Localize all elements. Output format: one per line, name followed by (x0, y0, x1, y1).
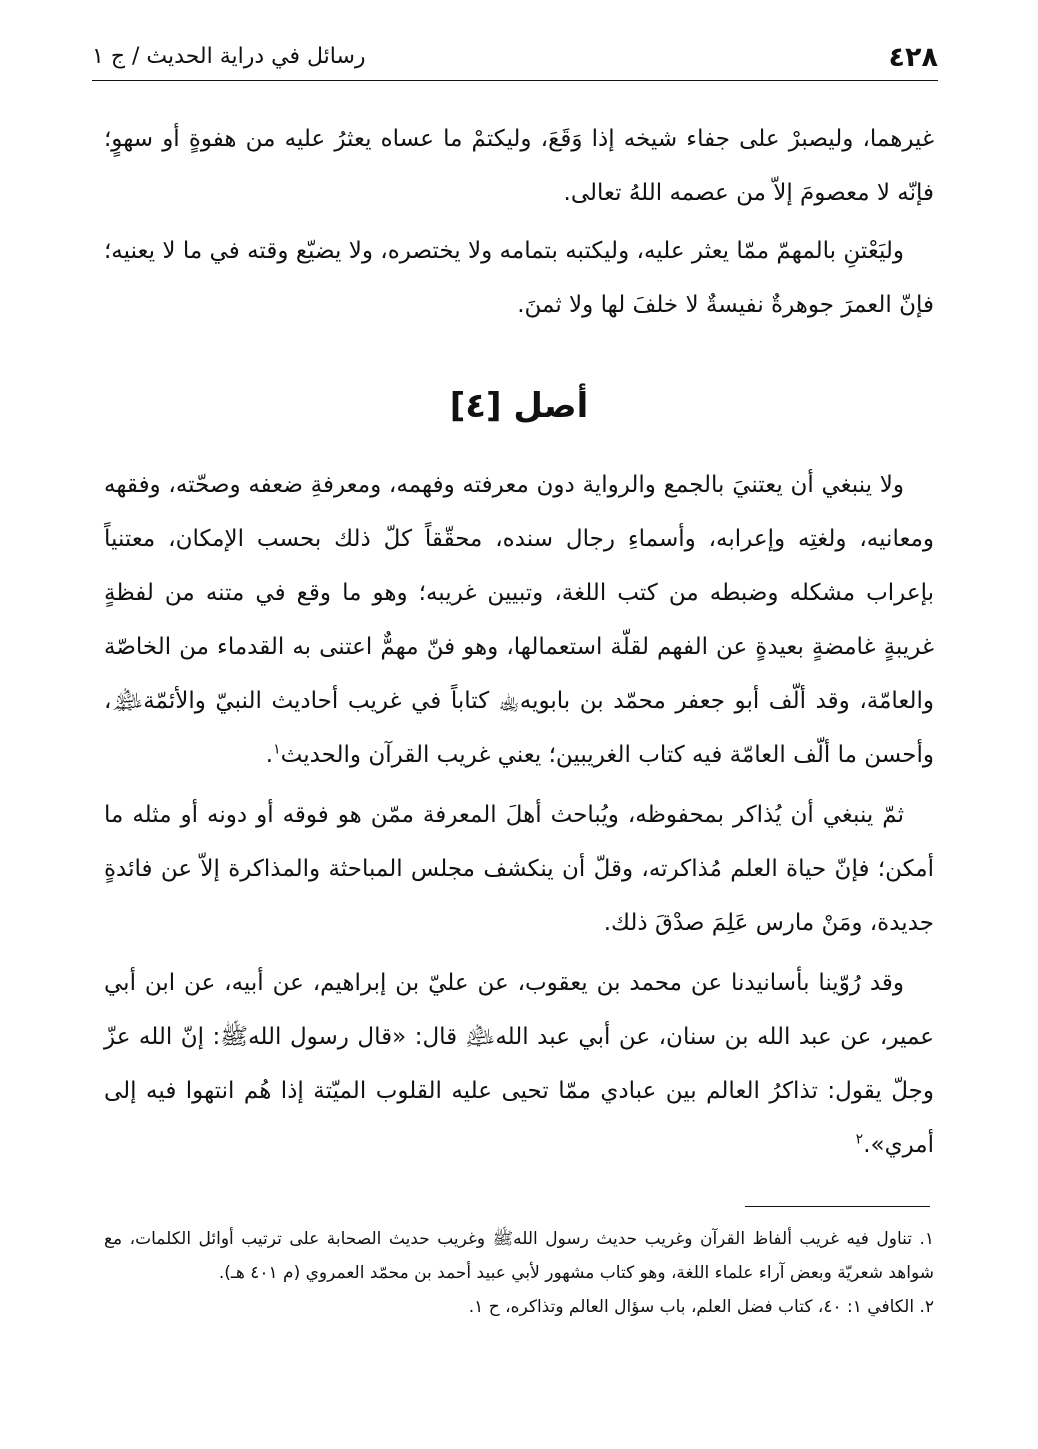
footnote-marker: ١ (273, 741, 281, 758)
footnote-marker: ٢ (855, 1131, 864, 1148)
paragraph (104, 788, 934, 950)
paragraph-text: ثمّ ينبغي أن يُذاكر بمحفوظه، ويُباحث أهلَ المعرفة ممّن هو فوقه أو دونه أو مثله ما أمكن؛ فإنّ حياة العلم مُذاكرته، وقلّ أن ينكشف مجلس المباحثة والمذاكرة إلاّ عن فائدةٍ جديدة، ومَنْ مارس عَلِمَ صدْقَ ذلك. (104, 802, 934, 936)
footnote: ٢. الكافي ١: ٤٠، كتاب فضل العلم، باب سؤال العالم وتذاكره، ح ١. (468, 1297, 934, 1317)
paragraph-text: ولا ينبغي أن يعتنيَ بالجمع والرواية دون معرفته وفهمه، ومعرفةِ ضعفه وصحّته، وفقهه ومعانيه، ولغتِه وإعرابه، وأسماءِ رجال سنده، محقّقاً كلّ ذلك بحسب الإمكان، معتنياً بإعراب مشكله وضبطه من كتب اللغة، وتبيين غريبه؛ وهو ما وقع في متنه من لفظةٍ غريبةٍ غامضةٍ بعيدةٍ عن الفهم لقلّة استعمالها، وهو فنّ مهمٌّ اعتنى به القدماء من الخاصّة والعامّة، وقد ألّف أبو جعفر محمّد بن بابويه﵀ كتاباً في غريب أحاديث النبيّ والأئمّة﵈، وأحسن ما ألّف العامّة فيه كتاب الغريبين؛ يعني غريب القرآن والحديث (104, 472, 934, 768)
footnotes (104, 1222, 934, 1324)
footnote: ١. تناول فيه غريب ألفاظ القرآن وغريب حديث رسول اللهﷺ وغريب حديث الصحابة على ترتيب أوائل الكلمات، مع شواهد شعريّة وبعض آراء علماء اللغة، وهو كتاب مشهور لأبي عبيد أحمد بن محمّد العمروي (م ٤٠١ هـ). (104, 1229, 934, 1283)
page-number: ٤٢٨ (888, 42, 938, 73)
paragraph: ولا ينبغي أن يعتنيَ بالجمع والرواية دون معرفته وفهمه، ومعرفةِ ضعفه وصحّته، وفقهه ومعانيه، ولغتِه وإعرابه، وأسماءِ رجال سنده، محقّقاً كلّ ذلك بحسب الإمكان، معتنياً بإعراب مشكله وضبطه من كتب اللغة، وتبيين غريبه؛ وهو ما وقع في متنه من لفظةٍ غريبةٍ غامضةٍ بعيدةٍ عن الفهم لقلّة استعمالها، وهو فنّ مهمٌّ اعتنى به القدماء من الخاصّة والعامّة، وقد ألّف أبو جعفر محمّد بن بابويه﵀ كتاباً في غريب أحاديث النبيّ والأئمّة﵈، وأحسن ما ألّف العامّة فيه كتاب الغريبين؛ يعني غريب القرآن والحديث$^١$. (104, 472, 934, 768)
running-title: رسائل في دراية الحديث / ج ١ (92, 44, 366, 69)
top-paragraphs (104, 112, 934, 332)
paragraph: غيرهما، وليصبرْ على جفاء شيخه إذا وَقَعَ، وليكتمْ ما عساه يعثرُ عليه من هفوةٍ أو سهوٍ؛ فإنّه لا معصومَ إلاّ من عصمه اللهُ تعالى. (104, 126, 934, 206)
section-heading: أصل [٤] (449, 386, 589, 426)
paragraph-text: وقد رُوّينا بأسانيدنا عن محمد بن يعقوب، عن عليّ بن إبراهيم، عن أبيه، عن ابن أبي عمير، عن عبد الله بن سنان، عن أبي عبد الله﵇ قال: «قال رسول اللهﷺ: إنّ الله عزّ وجلّ يقول: تذاكرُ العالم بين عبادي ممّا تحيى عليه القلوب الميّتة إذا هُم انتهوا فيه إلى أمري». (104, 970, 934, 1158)
paragraph: وليَعْتنِ بالمهمّ ممّا يعثر عليه، وليكتبه بتمامه ولا يختصره، ولا يضيّع وقته في ما لا يعنيه؛ فإنّ العمرَ جوهرةٌ نفيسةٌ لا خلفَ لها ولا ثمنَ. (104, 238, 934, 318)
section-paragraphs (104, 458, 934, 1172)
paragraph (104, 956, 934, 1172)
page-header (92, 40, 938, 81)
footnote-divider (745, 1206, 930, 1207)
